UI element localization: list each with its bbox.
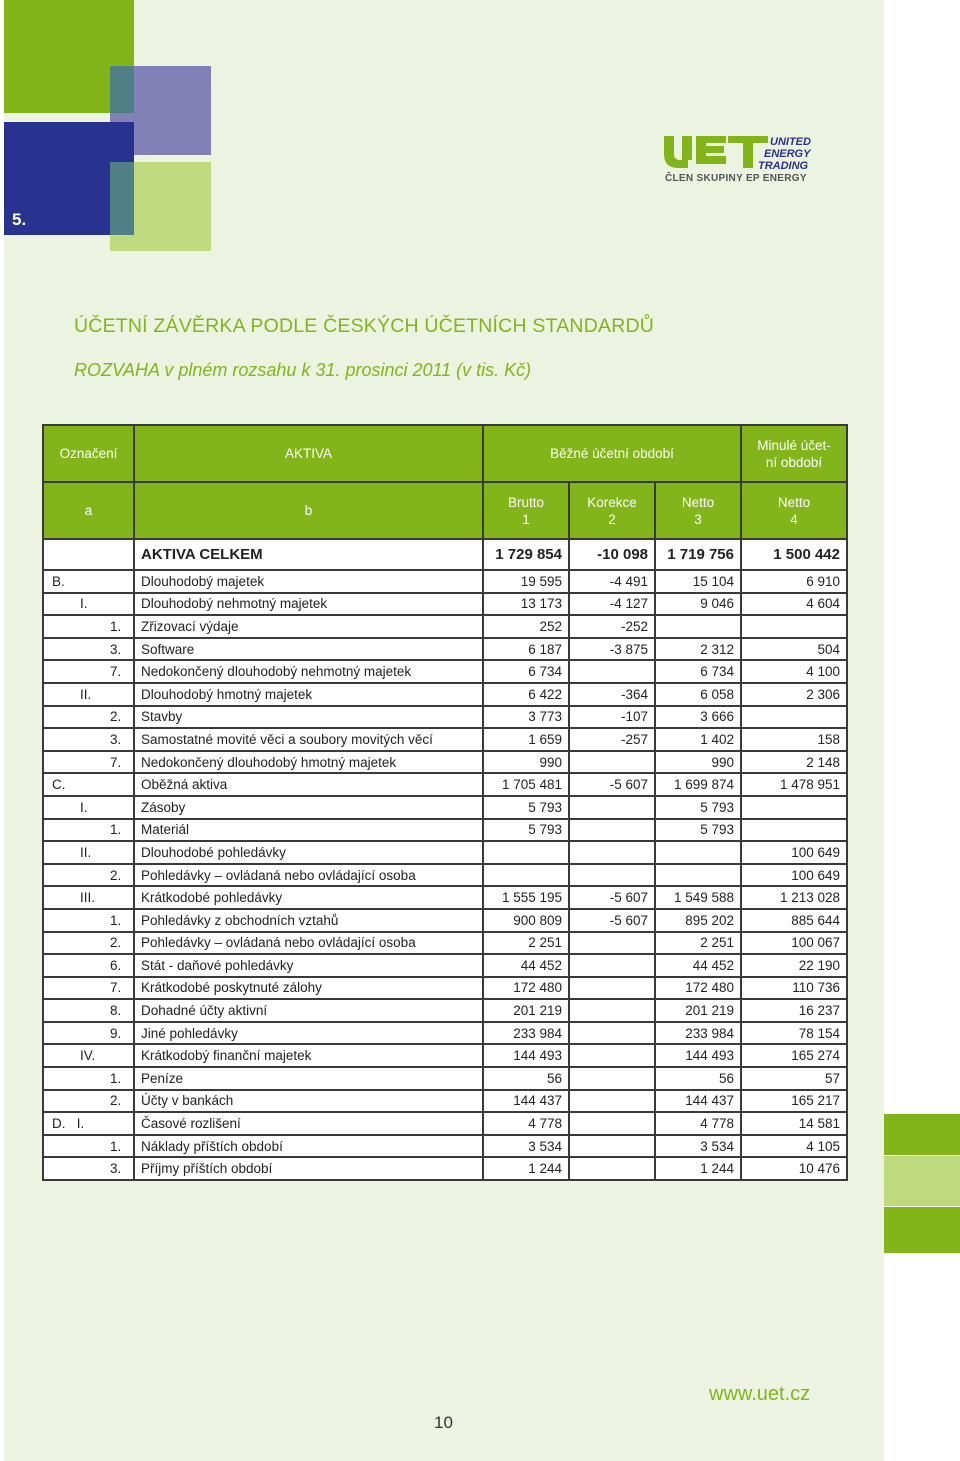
- row-korekce: [569, 864, 655, 887]
- row-brutto: 19 595: [483, 570, 569, 593]
- total-label: AKTIVA CELKEM: [134, 539, 483, 570]
- row-mark: 6.: [43, 954, 134, 977]
- row-mark: 7.: [43, 660, 134, 683]
- total-netto-minule: 1 500 442: [741, 539, 847, 570]
- row-minule: 158: [741, 728, 847, 751]
- row-brutto: 1 555 195: [483, 886, 569, 909]
- row-brutto: 144 493: [483, 1044, 569, 1067]
- row-name: Nedokončený dlouhodobý hmotný majetek: [134, 751, 483, 774]
- row-minule: 100 649: [741, 841, 847, 864]
- row-brutto: 252: [483, 615, 569, 638]
- row-name: Dlouhodobý hmotný majetek: [134, 683, 483, 706]
- row-netto: 2 251: [655, 932, 741, 955]
- table-row: [43, 751, 847, 774]
- page-number: 10: [434, 1413, 453, 1432]
- row-mark: 1.: [43, 1135, 134, 1158]
- row-brutto: 1 244: [483, 1157, 569, 1180]
- row-brutto: 144 437: [483, 1090, 569, 1113]
- row-brutto: 3 534: [483, 1135, 569, 1158]
- row-minule: 2 306: [741, 683, 847, 706]
- row-name: Účty v bankách: [134, 1090, 483, 1113]
- row-name: Pohledávky z obchodních vztahů: [134, 909, 483, 932]
- row-mark: III.: [43, 886, 134, 909]
- row-brutto: 13 173: [483, 593, 569, 616]
- page-subtitle: ROZVAHA v plném rozsahu k 31. prosinci 2011 (v tis. Kč): [74, 360, 532, 380]
- row-korekce: [569, 660, 655, 683]
- row-korekce: -5 607: [569, 773, 655, 796]
- table-row: [43, 706, 847, 729]
- row-name: Dlouhodobý nehmotný majetek: [134, 593, 483, 616]
- row-name: Pohledávky – ovládaná nebo ovládající osoba: [134, 932, 483, 955]
- row-korekce: [569, 932, 655, 955]
- row-korekce: [569, 999, 655, 1022]
- row-minule: 57: [741, 1067, 847, 1090]
- row-minule: 78 154: [741, 1022, 847, 1045]
- logo-text-line2: ENERGY: [764, 148, 811, 160]
- row-name: Stavby: [134, 706, 483, 729]
- row-netto: 44 452: [655, 954, 741, 977]
- total-brutto: 1 729 854: [483, 539, 569, 570]
- table-body: [43, 570, 847, 1180]
- row-netto: 6 734: [655, 660, 741, 683]
- logo-subtitle: ČLEN SKUPINY EP ENERGY: [665, 173, 807, 184]
- row-brutto: 172 480: [483, 977, 569, 1000]
- table-row: [43, 1022, 847, 1045]
- row-mark: I.: [43, 593, 134, 616]
- row-minule: 165 274: [741, 1044, 847, 1067]
- row-korekce: [569, 954, 655, 977]
- table-row: [43, 638, 847, 661]
- row-mark: 3.: [43, 728, 134, 751]
- row-netto: 895 202: [655, 909, 741, 932]
- row-netto: 144 437: [655, 1090, 741, 1113]
- row-name: Software: [134, 638, 483, 661]
- table-row: [43, 841, 847, 864]
- row-minule: 4 105: [741, 1135, 847, 1158]
- row-netto: 201 219: [655, 999, 741, 1022]
- row-name: Jiné pohledávky: [134, 1022, 483, 1045]
- row-name: Dlouhodobé pohledávky: [134, 841, 483, 864]
- table-row: [43, 954, 847, 977]
- row-mark: 3.: [43, 638, 134, 661]
- row-netto: 5 793: [655, 796, 741, 819]
- row-korekce: [569, 1112, 655, 1135]
- logo-text-line1: UNITED: [770, 136, 811, 148]
- row-korekce: [569, 819, 655, 842]
- row-brutto: 1 659: [483, 728, 569, 751]
- header-netto-number: 3: [694, 511, 702, 527]
- row-name: Dohadné účty aktivní: [134, 999, 483, 1022]
- total-netto: 1 719 756: [655, 539, 741, 570]
- row-korekce: [569, 1044, 655, 1067]
- row-mark: 1.: [43, 615, 134, 638]
- row-name: Náklady příštích období: [134, 1135, 483, 1158]
- row-korekce: [569, 977, 655, 1000]
- row-minule: 1 213 028: [741, 886, 847, 909]
- row-netto: 990: [655, 751, 741, 774]
- header-netto: [655, 482, 741, 539]
- header-brutto-number: 1: [522, 511, 530, 527]
- row-korekce: [569, 1157, 655, 1180]
- row-korekce: [569, 796, 655, 819]
- row-name: Dlouhodobý majetek: [134, 570, 483, 593]
- row-korekce: -257: [569, 728, 655, 751]
- row-minule: [741, 615, 847, 638]
- table-row: [43, 1044, 847, 1067]
- header-minule-obdobi: [741, 425, 847, 482]
- table-row: [43, 1112, 847, 1135]
- row-minule: 22 190: [741, 954, 847, 977]
- table-row: [43, 728, 847, 751]
- header-aktiva: AKTIVA: [134, 425, 483, 482]
- row-mark: 7.: [43, 977, 134, 1000]
- row-name: Samostatné movité věci a soubory movitých věcí: [134, 728, 483, 751]
- header-minule-line2: ní období: [765, 454, 823, 470]
- row-name: Zřizovací výdaje: [134, 615, 483, 638]
- row-mark: I.: [43, 796, 134, 819]
- row-minule: 6 910: [741, 570, 847, 593]
- row-name: Oběžná aktiva: [134, 773, 483, 796]
- row-netto: 56: [655, 1067, 741, 1090]
- table-row: [43, 819, 847, 842]
- header-netto-label: Netto: [681, 494, 715, 510]
- row-brutto: 6 187: [483, 638, 569, 661]
- row-netto: [655, 841, 741, 864]
- row-minule: 165 217: [741, 1090, 847, 1113]
- row-name: Pohledávky – ovládaná nebo ovládající osoba: [134, 864, 483, 887]
- row-netto: [655, 615, 741, 638]
- row-name: Stát - daňové pohledávky: [134, 954, 483, 977]
- row-name: Příjmy příštích období: [134, 1157, 483, 1180]
- table-row: [43, 615, 847, 638]
- header-korekce-label: Korekce: [587, 494, 637, 510]
- row-korekce: [569, 841, 655, 864]
- row-korekce: [569, 1067, 655, 1090]
- table-row: [43, 796, 847, 819]
- table-row: [43, 593, 847, 616]
- row-brutto: 233 984: [483, 1022, 569, 1045]
- row-name: Časové rozlišení: [134, 1112, 483, 1135]
- row-mark: B.: [43, 570, 134, 593]
- table-row: [43, 1135, 847, 1158]
- row-brutto: 4 778: [483, 1112, 569, 1135]
- row-netto: 3 534: [655, 1135, 741, 1158]
- row-name: Nedokončený dlouhodobý nehmotný majetek: [134, 660, 483, 683]
- row-korekce: [569, 751, 655, 774]
- row-minule: 4 100: [741, 660, 847, 683]
- row-korekce: [569, 1022, 655, 1045]
- row-brutto: 990: [483, 751, 569, 774]
- row-minule: 4 604: [741, 593, 847, 616]
- table-row: [43, 999, 847, 1022]
- row-korekce: [569, 1090, 655, 1113]
- row-netto: 172 480: [655, 977, 741, 1000]
- row-minule: 100 067: [741, 932, 847, 955]
- row-minule: 16 237: [741, 999, 847, 1022]
- row-brutto: 56: [483, 1067, 569, 1090]
- row-netto: [655, 864, 741, 887]
- row-minule: [741, 796, 847, 819]
- row-netto: 3 666: [655, 706, 741, 729]
- row-korekce: -5 607: [569, 909, 655, 932]
- row-korekce: -3 875: [569, 638, 655, 661]
- row-mark: 2.: [43, 932, 134, 955]
- row-mark: 1.: [43, 909, 134, 932]
- row-brutto: [483, 841, 569, 864]
- row-minule: 885 644: [741, 909, 847, 932]
- table-row: [43, 773, 847, 796]
- table-row: [43, 886, 847, 909]
- table-row: [43, 909, 847, 932]
- row-mark: II.: [43, 841, 134, 864]
- row-mark: 2.: [43, 864, 134, 887]
- section-number: 5.: [12, 210, 27, 229]
- total-row: [43, 539, 847, 570]
- header-row-2: [43, 482, 847, 539]
- table-row: [43, 683, 847, 706]
- row-brutto: 5 793: [483, 819, 569, 842]
- row-netto: 144 493: [655, 1044, 741, 1067]
- row-brutto: [483, 864, 569, 887]
- row-brutto: 44 452: [483, 954, 569, 977]
- row-netto: 1 549 588: [655, 886, 741, 909]
- row-mark: 1.: [43, 1067, 134, 1090]
- row-netto: 5 793: [655, 819, 741, 842]
- row-netto: 6 058: [655, 683, 741, 706]
- row-minule: 110 736: [741, 977, 847, 1000]
- row-netto: 9 046: [655, 593, 741, 616]
- row-netto: 1 699 874: [655, 773, 741, 796]
- logo-text-line3: TRADING: [758, 160, 809, 172]
- row-korekce: -107: [569, 706, 655, 729]
- row-brutto: 1 705 481: [483, 773, 569, 796]
- row-brutto: 3 773: [483, 706, 569, 729]
- row-brutto: 6 422: [483, 683, 569, 706]
- row-netto: 1 402: [655, 728, 741, 751]
- row-korekce: -364: [569, 683, 655, 706]
- row-korekce: -5 607: [569, 886, 655, 909]
- table-row: [43, 932, 847, 955]
- row-korekce: -4 491: [569, 570, 655, 593]
- header-col-b: b: [134, 482, 483, 539]
- row-mark: C.: [43, 773, 134, 796]
- row-netto: 1 244: [655, 1157, 741, 1180]
- row-name: Materiál: [134, 819, 483, 842]
- row-mark: 8.: [43, 999, 134, 1022]
- row-netto: 4 778: [655, 1112, 741, 1135]
- table-row: [43, 977, 847, 1000]
- header-brutto: [483, 482, 569, 539]
- row-mark: 7.: [43, 751, 134, 774]
- table-row: [43, 660, 847, 683]
- balance-sheet-table: [42, 424, 848, 1181]
- row-name: Peníze: [134, 1067, 483, 1090]
- row-name: Krátkodobé pohledávky: [134, 886, 483, 909]
- row-mark: 3.: [43, 1157, 134, 1180]
- row-name: Zásoby: [134, 796, 483, 819]
- row-brutto: 900 809: [483, 909, 569, 932]
- header-netto-minule-number: 4: [790, 511, 798, 527]
- edge-tab-light-green: [884, 1156, 960, 1206]
- table-row: [43, 570, 847, 593]
- row-korekce: -4 127: [569, 593, 655, 616]
- row-brutto: 201 219: [483, 999, 569, 1022]
- row-mark: 9.: [43, 1022, 134, 1045]
- row-mark: IV.: [43, 1044, 134, 1067]
- row-minule: [741, 819, 847, 842]
- decor-square-teal-2: [110, 162, 134, 235]
- row-netto: 233 984: [655, 1022, 741, 1045]
- row-netto: 15 104: [655, 570, 741, 593]
- header-oznaceni: Označení: [43, 425, 134, 482]
- row-name: Krátkodobé poskytnuté zálohy: [134, 977, 483, 1000]
- row-netto: 2 312: [655, 638, 741, 661]
- edge-tab-green-2: [884, 1207, 960, 1253]
- row-minule: 504: [741, 638, 847, 661]
- row-mark: 1.: [43, 819, 134, 842]
- row-brutto: 6 734: [483, 660, 569, 683]
- row-mark: II.: [43, 683, 134, 706]
- row-minule: 100 649: [741, 864, 847, 887]
- total-korekce: -10 098: [569, 539, 655, 570]
- row-minule: 1 478 951: [741, 773, 847, 796]
- header-col-a: a: [43, 482, 134, 539]
- decor-square-teal: [110, 66, 134, 113]
- row-mark: D. I.: [43, 1112, 134, 1135]
- row-brutto: 2 251: [483, 932, 569, 955]
- row-minule: 10 476: [741, 1157, 847, 1180]
- row-minule: [741, 706, 847, 729]
- table-row: [43, 1157, 847, 1180]
- table-row: [43, 1090, 847, 1113]
- row-minule: 14 581: [741, 1112, 847, 1135]
- row-minule: 2 148: [741, 751, 847, 774]
- row-mark: 2.: [43, 1090, 134, 1113]
- edge-tab-green-1: [884, 1114, 960, 1155]
- header-netto-minule-label: Netto: [777, 494, 811, 510]
- header-netto-minule: [741, 482, 847, 539]
- header-row-1: [43, 425, 847, 482]
- page-title: ÚČETNÍ ZÁVĚRKA PODLE ČESKÝCH ÚČETNÍCH STANDARDŮ: [74, 315, 655, 337]
- header-korekce-number: 2: [608, 511, 616, 527]
- header-minule-line1: Minulé účet-: [757, 437, 831, 453]
- table-row: [43, 1067, 847, 1090]
- row-korekce: -252: [569, 615, 655, 638]
- header-korekce: [569, 482, 655, 539]
- row-mark: 2.: [43, 706, 134, 729]
- row-brutto: 5 793: [483, 796, 569, 819]
- header-brutto-label: Brutto: [507, 494, 545, 510]
- header-bezne-obdobi: Běžné účetní období: [483, 425, 741, 482]
- table-row: [43, 864, 847, 887]
- total-mark: [43, 539, 134, 570]
- row-korekce: [569, 1135, 655, 1158]
- row-name: Krátkodobý finanční majetek: [134, 1044, 483, 1067]
- footer-website-link[interactable]: www.uet.cz: [709, 1383, 811, 1405]
